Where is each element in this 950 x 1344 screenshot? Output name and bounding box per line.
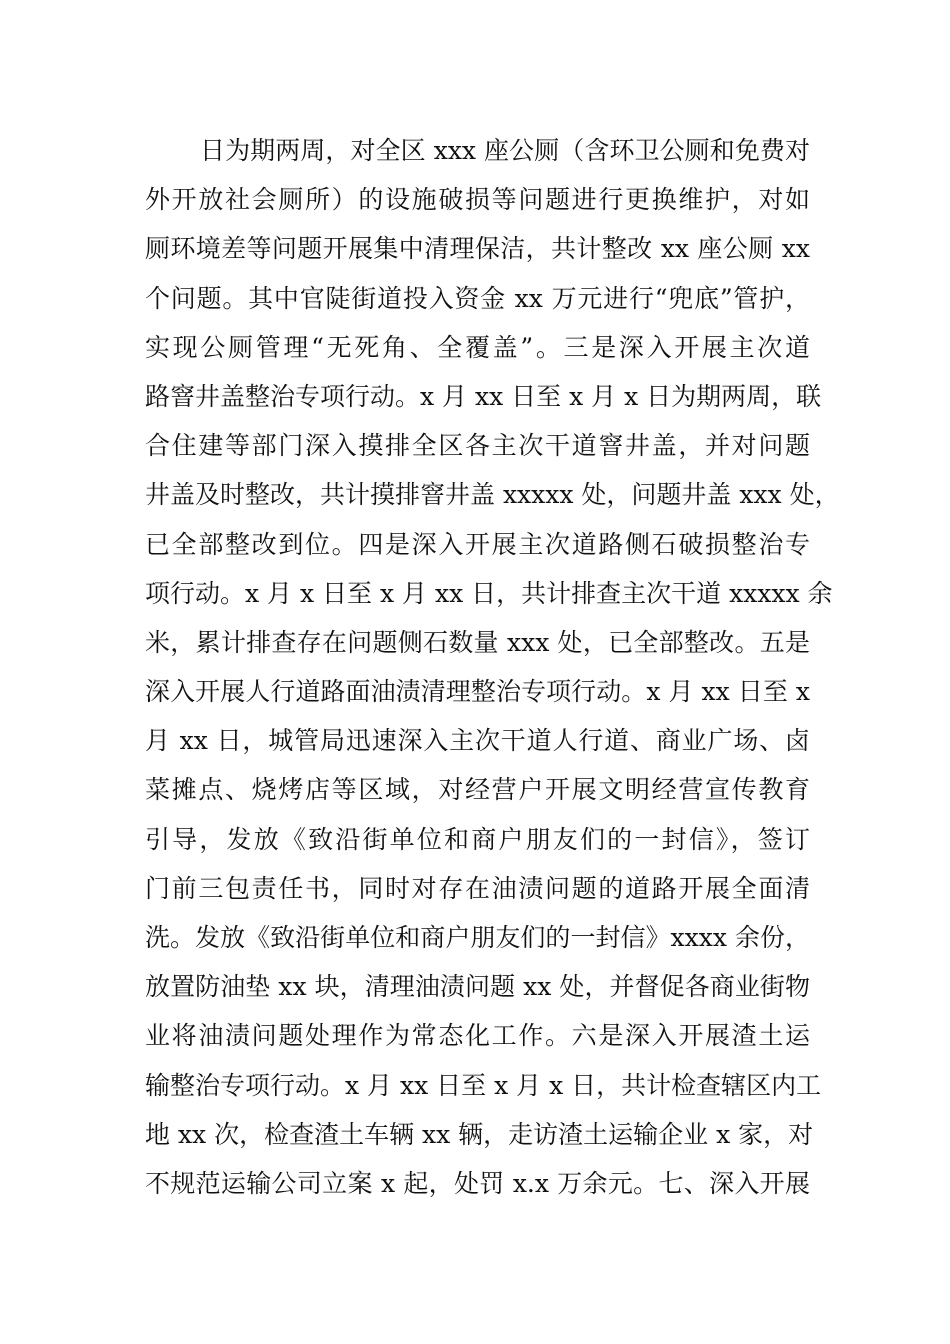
body-text bbox=[145, 126, 840, 1208]
text-line: 实现公厕管理“无死角、全覆盖”。三是深入开展主次道 bbox=[145, 332, 810, 362]
text-line: 不规范运输公司立案 x 起，处罚 x.x 万余元。七、深入开展 bbox=[145, 1168, 810, 1198]
text-line: 已全部整改到位。四是深入开展主次道路侧石破损整治专 bbox=[145, 529, 810, 559]
text-line: 井盖及时整改，共计摸排窨井盖 xxxxx 处，问题井盖 xxx 处， bbox=[145, 480, 840, 510]
text-line: 个问题。其中官陡街道投入资金 xx 万元进行“兜底”管护， bbox=[145, 283, 810, 313]
text-line: 地 xx 次，检查渣土车辆 xx 辆，走访渣土运输企业 x 家，对 bbox=[145, 1119, 814, 1149]
text-line: 菜摊点、烧烤店等区域，对经营户开展文明经营宣传教育 bbox=[145, 775, 810, 805]
text-line: 门前三包责任书，同时对存在油渍问题的道路开展全面清 bbox=[145, 873, 810, 903]
text-line: 厕环境差等问题开展集中清理保洁，共计整改 xx 座公厕 xx bbox=[145, 234, 810, 264]
text-line: 洗。发放《致沿街单位和商户朋友们的一封信》xxxx 余份， bbox=[145, 923, 810, 952]
text-line: 放置防油垫 xx 块，清理油渍问题 xx 处，并督促各商业街物 bbox=[145, 972, 810, 1002]
text-line: 月 xx 日，城管局迅速深入主次干道人行道、商业广场、卤 bbox=[145, 726, 810, 756]
text-line: 路窨井盖整治专项行动。x 月 xx 日至 x 月 x 日为期两周，联 bbox=[145, 381, 822, 411]
text-line: 项行动。x 月 x 日至 x 月 xx 日，共计排查主次干道 xxxxx 余 bbox=[145, 578, 833, 608]
text-line: 深入开展人行道路面油渍清理整治专项行动。x 月 xx 日至 x bbox=[145, 677, 810, 707]
text-line: 米，累计排查存在问题侧石数量 xxx 处，已全部整改。五是 bbox=[145, 627, 810, 657]
text-line: 日为期两周，对全区 xxx 座公厕（含环卫公厕和免费对 bbox=[200, 136, 810, 165]
text-line: 外开放社会厕所）的设施破损等问题进行更换维护，对如 bbox=[145, 185, 810, 215]
text-line: 引导，发放《致沿街单位和商户朋友们的一封信》，签订 bbox=[145, 824, 810, 854]
text-line: 合住建等部门深入摸排全区各主次干道窨井盖，并对问题 bbox=[145, 431, 810, 461]
text-line: 输整治专项行动。x 月 xx 日至 x 月 x 日，共计检查辖区内工 bbox=[145, 1070, 822, 1100]
text-line: 业将油渍问题处理作为常态化工作。六是深入开展渣土运 bbox=[145, 1021, 810, 1051]
